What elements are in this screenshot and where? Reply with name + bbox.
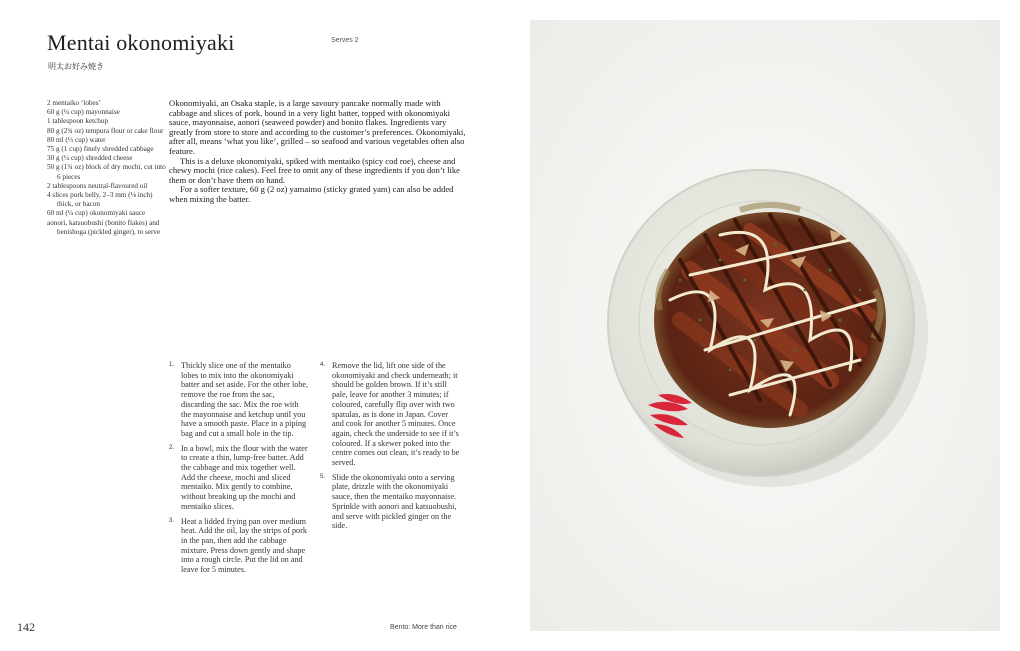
okonomiyaki-illustration [530,20,1000,631]
ingredient-list [47,99,167,237]
okonomiyaki-photo [530,20,1000,631]
step-text: Heat a lidded frying pan over medium heat. Add the oil, lay the strips of pork in the pan, then add the cabbage mixture. Press down gently and shape into a rough circle. Put the lid on and leave for 5 minutes. [181,516,307,575]
ingredient-item: 1 tablespoon ketchup [47,117,109,126]
ingredient-item: 2 mentaiko ‘lobes’ [47,99,101,107]
step-text: In a bowl, mix the flour with the water to create a thin, lump-free batter. Add the cabbage and mix together well. Add the cheese, mochi and sliced mentaiko. Mix gently to combine, without breaking up the mochi and mentaiko slices. [181,443,308,511]
step-number: 5. [320,473,326,480]
ingredient-item: 80 ml (⅓ cup) water [47,135,106,144]
ingredient-item: 80 g (2¾ oz) tempura flour or cake flour [47,126,164,135]
intro-paragraph: This is a deluxe okonomiyaki, spiked with mentaiko (spicy cod roe), cheese and chewy mochi (rice cakes). Feel free to omit any of these ingredients if you don’t like them or don’t have them on hand. [169,155,460,185]
method-step [320,473,460,531]
intro-text [169,99,469,205]
step-number: 2. [169,444,175,451]
ingredient-item: 4 slices pork belly, 2–3 mm (⅛ inch) thick, or bacon [47,191,153,209]
page-number: 142 [17,620,35,634]
ingredient-item: 60 g (¼ cup) mayonnaise [47,108,120,117]
method-steps-column-1 [169,361,309,580]
recipe-japanese-title: 明太お好み焼き [48,62,104,71]
step-text: Slide the okonomiyaki onto a serving plate, drizzle with the okonomiyaki sauce, then the mentaiko mayonnaise. Sprinkle with aonori and katsuobushi, and serve with pickled ginger on the side. [332,472,457,531]
ingredient-item: 30 g (¼ cup) shredded cheese [47,154,133,163]
section-footer: Bento: More than rice [390,624,457,631]
method-step [169,517,309,575]
serves-label: Serves 2 [331,37,359,44]
step-number: 3. [169,517,175,524]
method-step [169,361,309,439]
method-steps-column-2 [320,361,460,536]
recipe-title: Mentai okonomiyaki [47,30,235,55]
method-step [320,361,460,468]
method-step [169,444,309,512]
ingredient-item: 50 g (1¾ oz) block of dry mochi, cut into 6 pieces [47,163,166,181]
step-text: Remove the lid, lift one side of the okonomiyaki and check underneath; it should be golden brown. If it’s still pale, leave for another 3 minutes; if coloured, carefully flip over with two spatulas, as is done in Japan. Cover and cook for another 5 minutes. Once again, check the underside to see if it’s coloured. If a skewer poked into the centre comes out clean, it’s ready to be served. [332,361,460,468]
step-text: Thickly slice one of the mentaiko lobes to mix into the okonomiyaki batter and set aside. For the other lobe, remove the roe from the sac, discarding the sac. Mix the roe with the mayonnaise and ketchup until you have a smooth paste. Place in a piping bag and cut a small hole in the tip. [181,361,309,438]
ingredient-item: 75 g (1 cup) finely shredded cabbage [47,145,154,154]
intro-paragraph: For a softer texture, 60 g (2 oz) yamaimo (sticky grated yam) can also be added when mixing the batter. [169,184,454,204]
step-number: 1. [169,362,175,368]
step-number: 4. [320,362,326,368]
ingredient-item: 60 ml (¼ cup) okonomiyaki sauce [47,209,146,218]
intro-paragraph: Okonomiyaki, an Osaka staple, is a large savoury pancake normally made with cabbage and slices of pork, bound in a very light batter, topped with okonomiyaki sauce, mayonnaise, aonori (seaweed powder) and bonito flakes. Ingredients vary greatly from store to store and according to the customer’s preferences. Okonomiyaki, after all, means ‘what you like’, grilled – so seafood and various vegetables often also feature. [169,98,466,156]
ingredient-item: 2 tablespoons neutral-flavoured oil [47,181,148,190]
ingredient-item: aonori, katsuobushi (bonito flakes) and benishoga (pickled ginger), to serve [47,218,161,236]
